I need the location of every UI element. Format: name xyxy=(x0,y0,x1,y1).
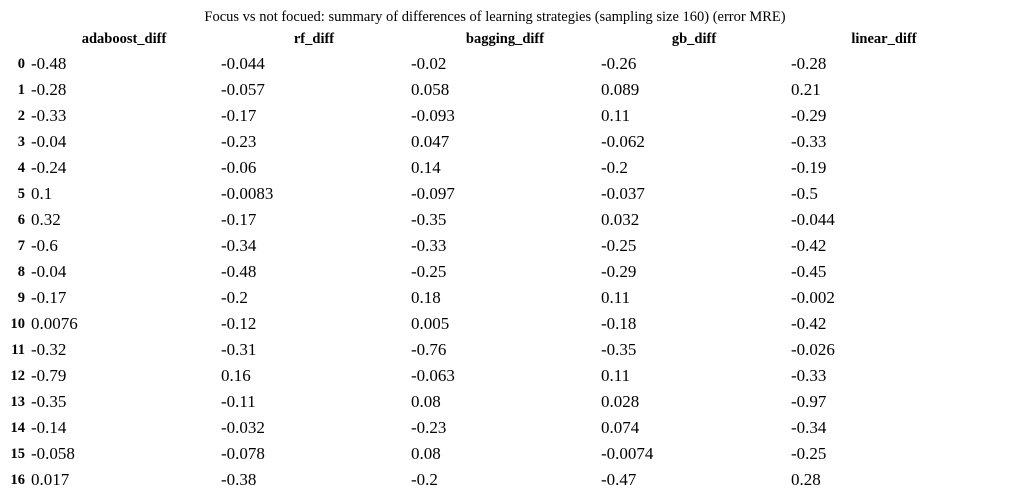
column-header-linear-diff: linear_diff xyxy=(851,31,917,47)
column-header-rf-diff: rf_diff xyxy=(293,31,335,47)
row-index: 10 xyxy=(10,316,25,332)
table-cell-rf-diff: -0.34 xyxy=(221,236,257,255)
table-cell-adaboost-diff: 0.0076 xyxy=(31,314,78,333)
table-cell-rf-diff: -0.078 xyxy=(221,444,265,463)
table-cell-linear-diff: -0.29 xyxy=(791,106,827,125)
table-cell-rf-diff: -0.2 xyxy=(221,288,248,307)
table-cell-bagging-diff: -0.23 xyxy=(411,418,447,437)
table-cell-rf-diff: -0.48 xyxy=(221,262,257,281)
table-cell-adaboost-diff: -0.058 xyxy=(31,444,75,463)
table-row xyxy=(0,468,1024,494)
table-cell-gb-diff: 0.11 xyxy=(601,288,631,307)
table-cell-linear-diff: -0.42 xyxy=(791,236,827,255)
table-cell-adaboost-diff: -0.32 xyxy=(31,340,67,359)
table-cell-adaboost-diff: -0.33 xyxy=(31,106,67,125)
table-cell-rf-diff: -0.032 xyxy=(221,418,265,437)
table-cell-bagging-diff: 0.08 xyxy=(411,392,441,411)
table-cell-adaboost-diff: -0.17 xyxy=(31,288,67,307)
table-cell-linear-diff: -0.044 xyxy=(791,210,835,229)
table-cell-bagging-diff: 0.18 xyxy=(411,288,441,307)
table-cell-bagging-diff: -0.063 xyxy=(411,366,455,385)
table-cell-rf-diff: 0.16 xyxy=(221,366,251,385)
table-cell-adaboost-diff: -0.04 xyxy=(31,262,67,281)
table-cell-linear-diff: -0.45 xyxy=(791,262,827,281)
table-cell-bagging-diff: -0.097 xyxy=(411,184,455,203)
table-cell-gb-diff: -0.2 xyxy=(601,158,628,177)
table-cell-gb-diff: 0.028 xyxy=(601,392,640,411)
table-cell-rf-diff: -0.23 xyxy=(221,132,257,151)
table-cell-bagging-diff: -0.33 xyxy=(411,236,447,255)
column-header-adaboost-diff: adaboost_diff xyxy=(81,31,167,47)
table-cell-adaboost-diff: -0.48 xyxy=(31,54,67,73)
table-cell-bagging-diff: -0.093 xyxy=(411,106,455,125)
table-cell-gb-diff: 0.11 xyxy=(601,106,631,125)
table-cell-gb-diff: -0.35 xyxy=(601,340,637,359)
table-row xyxy=(0,208,1024,234)
table-cell-bagging-diff: 0.058 xyxy=(411,80,450,99)
row-index: 9 xyxy=(17,290,25,306)
table-cell-adaboost-diff: -0.79 xyxy=(31,366,67,385)
table-cell-bagging-diff: -0.2 xyxy=(411,470,438,489)
table-row xyxy=(0,364,1024,390)
row-index: 4 xyxy=(17,160,25,176)
table-row xyxy=(0,52,1024,78)
table-cell-adaboost-diff: -0.24 xyxy=(31,158,67,177)
table-cell-gb-diff: 0.089 xyxy=(601,80,640,99)
table-row xyxy=(0,442,1024,468)
table-cell-adaboost-diff: -0.6 xyxy=(31,236,58,255)
table-cell-bagging-diff: -0.35 xyxy=(411,210,447,229)
row-index: 0 xyxy=(17,56,25,72)
table-cell-adaboost-diff: 0.1 xyxy=(31,184,53,203)
table-cell-adaboost-diff: -0.14 xyxy=(31,418,67,437)
table-row xyxy=(0,182,1024,208)
row-index: 15 xyxy=(10,446,25,462)
row-index: 6 xyxy=(17,212,25,228)
table-cell-rf-diff: -0.17 xyxy=(221,210,257,229)
table-row xyxy=(0,234,1024,260)
table-cell-adaboost-diff: 0.017 xyxy=(31,470,70,489)
row-index: 8 xyxy=(17,264,25,280)
table-cell-linear-diff: -0.19 xyxy=(791,158,827,177)
column-header-bagging-diff: bagging_diff xyxy=(465,31,545,47)
column-header-gb-diff: gb_diff xyxy=(671,31,717,47)
table-cell-rf-diff: -0.17 xyxy=(221,106,257,125)
table-cell-linear-diff: -0.002 xyxy=(791,288,835,307)
table-cell-linear-diff: -0.33 xyxy=(791,132,827,151)
table-cell-bagging-diff: 0.08 xyxy=(411,444,441,463)
table-cell-rf-diff: -0.38 xyxy=(221,470,257,489)
table-cell-gb-diff: -0.47 xyxy=(601,470,637,489)
table-cell-adaboost-diff: -0.04 xyxy=(31,132,67,151)
table-cell-linear-diff: -0.97 xyxy=(791,392,827,411)
table-cell-linear-diff: -0.25 xyxy=(791,444,827,463)
table-cell-rf-diff: -0.12 xyxy=(221,314,257,333)
table-cell-linear-diff: 0.28 xyxy=(791,470,821,489)
row-index: 2 xyxy=(17,108,25,124)
table-row xyxy=(0,156,1024,182)
table-cell-gb-diff: 0.074 xyxy=(601,418,640,437)
table-row xyxy=(0,260,1024,286)
table-cell-rf-diff: -0.31 xyxy=(221,340,257,359)
table-cell-gb-diff: -0.25 xyxy=(601,236,637,255)
row-index: 1 xyxy=(17,82,25,98)
table-cell-rf-diff: -0.044 xyxy=(221,54,265,73)
row-index: 3 xyxy=(17,134,25,150)
table-cell-gb-diff: 0.11 xyxy=(601,366,631,385)
table-cell-gb-diff: -0.062 xyxy=(601,132,645,151)
table-cell-adaboost-diff: 0.32 xyxy=(31,210,61,229)
table-title: Focus vs not focued: summary of differences of learning strategies (sampling size 160) (error MRE) xyxy=(204,9,786,25)
table-cell-linear-diff: -0.33 xyxy=(791,366,827,385)
table-cell-bagging-diff: 0.14 xyxy=(411,158,441,177)
table-cell-rf-diff: -0.11 xyxy=(221,392,256,411)
table-cell-adaboost-diff: -0.28 xyxy=(31,80,67,99)
row-index: 5 xyxy=(17,186,25,202)
table-cell-bagging-diff: -0.25 xyxy=(411,262,447,281)
row-index: 12 xyxy=(10,368,25,384)
table-cell-linear-diff: -0.026 xyxy=(791,340,835,359)
table-row xyxy=(0,130,1024,156)
table-cell-gb-diff: 0.032 xyxy=(601,210,640,229)
row-index: 7 xyxy=(17,238,25,254)
table-cell-gb-diff: -0.26 xyxy=(601,54,637,73)
table-cell-linear-diff: -0.5 xyxy=(791,184,818,203)
table-cell-linear-diff: -0.34 xyxy=(791,418,827,437)
table-cell-bagging-diff: -0.76 xyxy=(411,340,447,359)
table-row xyxy=(0,416,1024,442)
table-cell-bagging-diff: 0.047 xyxy=(411,132,450,151)
table-cell-rf-diff: -0.06 xyxy=(221,158,257,177)
table-row xyxy=(0,390,1024,416)
table-cell-bagging-diff: -0.02 xyxy=(411,54,447,73)
table-row xyxy=(0,78,1024,104)
row-index: 11 xyxy=(11,342,25,358)
row-index: 13 xyxy=(10,394,25,410)
table-cell-linear-diff: 0.21 xyxy=(791,80,821,99)
table-cell-gb-diff: -0.037 xyxy=(601,184,645,203)
row-index: 16 xyxy=(10,472,25,488)
table-cell-gb-diff: -0.29 xyxy=(601,262,637,281)
table-cell-gb-diff: -0.18 xyxy=(601,314,637,333)
table-row xyxy=(0,286,1024,312)
table-cell-rf-diff: -0.0083 xyxy=(221,184,274,203)
table-cell-linear-diff: -0.42 xyxy=(791,314,827,333)
table-cell-linear-diff: -0.28 xyxy=(791,54,827,73)
table-cell-rf-diff: -0.057 xyxy=(221,80,265,99)
table-row xyxy=(0,312,1024,338)
table-cell-bagging-diff: 0.005 xyxy=(411,314,450,333)
table-row xyxy=(0,104,1024,130)
table-cell-gb-diff: -0.0074 xyxy=(601,444,654,463)
row-index: 14 xyxy=(10,420,25,436)
table-cell-adaboost-diff: -0.35 xyxy=(31,392,67,411)
table-row xyxy=(0,338,1024,364)
